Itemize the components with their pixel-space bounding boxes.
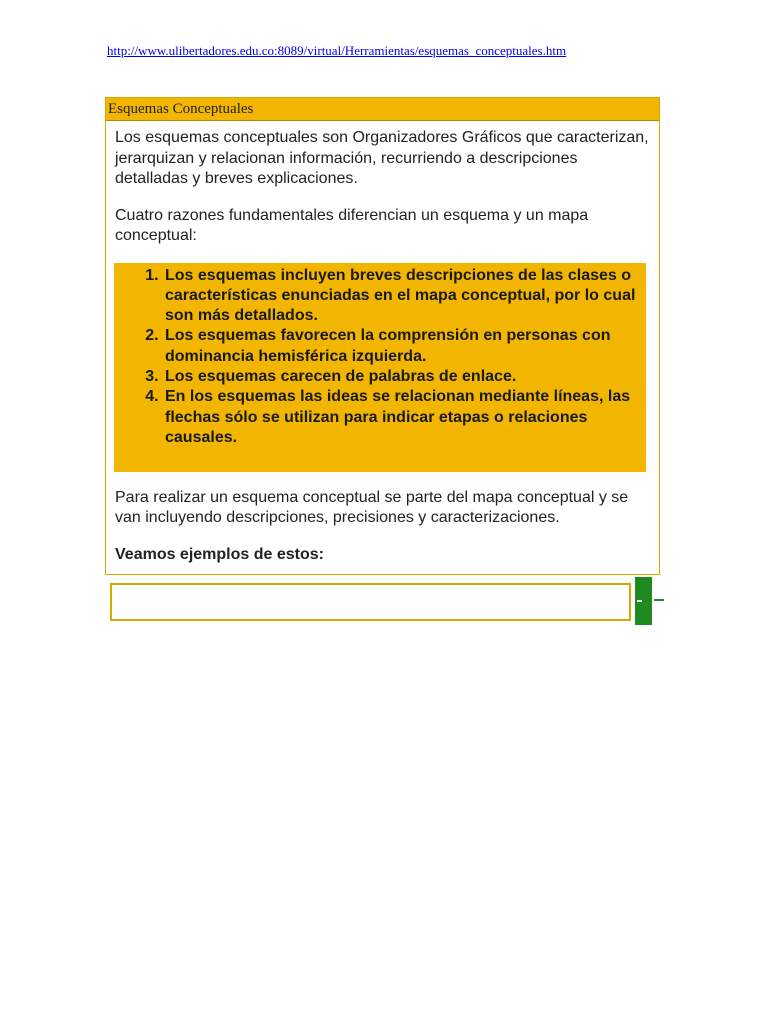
intro-paragraph: Los esquemas conceptuales son Organizadores Gráficos que caracterizan, jerarquizan y relacionan información, recurriendo a descripciones detalladas y breves explicaciones. bbox=[115, 129, 649, 187]
green-connector-line bbox=[654, 599, 664, 601]
reasons-highlight-box bbox=[114, 263, 646, 472]
panel-title: Esquemas Conceptuales bbox=[106, 98, 659, 121]
embedded-frame bbox=[110, 583, 631, 621]
reason-item: 1. Los esquemas incluyen breves descripciones de las clases o características enunciadas en el mapa conceptual, por lo cual son más detallados. bbox=[163, 266, 642, 327]
procedure-paragraph: Para realizar un esquema conceptual se parte del mapa conceptual y se van incluyendo descripciones, precisiones y caracterizaciones. bbox=[115, 488, 629, 526]
reason-item: 4. En los esquemas las ideas se relacionan mediante líneas, las flechas sólo se utilizan para indicar etapas o relaciones causales. bbox=[163, 387, 642, 448]
examples-heading: Veamos ejemplos de estos: bbox=[115, 545, 324, 563]
reasons-intro-paragraph: Cuatro razones fundamentales diferencian un esquema y un mapa conceptual: bbox=[115, 206, 589, 244]
source-url-link[interactable]: http://www.ulibertadores.edu.co:8089/virtual/Herramientas/esquemas_conceptuales.htm bbox=[107, 43, 567, 58]
reason-item: 3. Los esquemas carecen de palabras de enlace. bbox=[163, 367, 642, 387]
panel-body bbox=[106, 121, 659, 565]
green-side-bar bbox=[635, 577, 652, 625]
reasons-list bbox=[114, 266, 646, 449]
bar-tick-mark bbox=[637, 600, 642, 602]
concept-schemes-panel bbox=[105, 97, 660, 575]
reason-item: 2. Los esquemas favorecen la comprensión en personas con dominancia hemisférica izquierda. bbox=[163, 326, 642, 367]
